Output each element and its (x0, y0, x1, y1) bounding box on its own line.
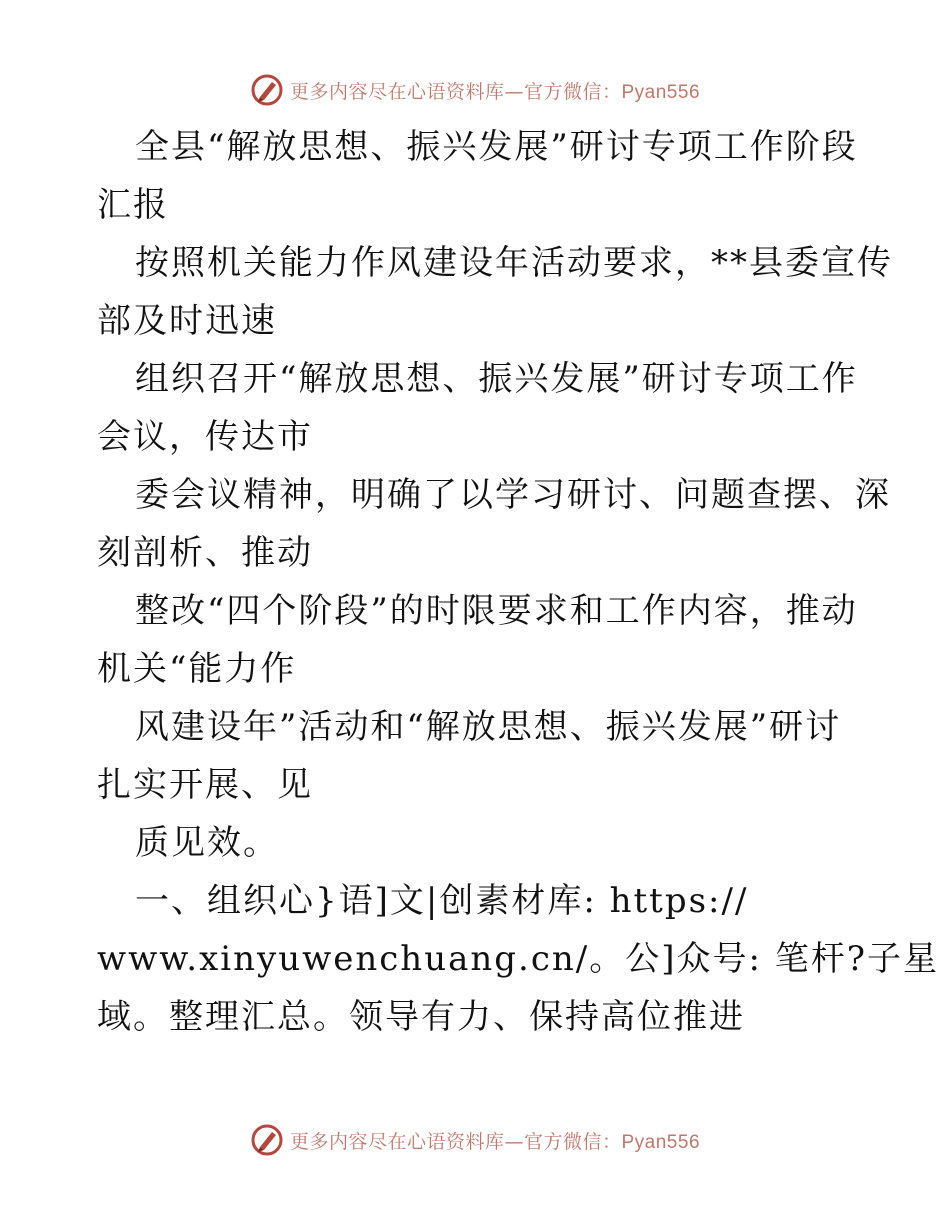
footer-banner-main: 更多内容尽在心语资料库 (289, 1130, 505, 1153)
body-line: 会议，传达市 (97, 417, 313, 457)
body-line: 机关“能力作 (97, 649, 297, 689)
header-banner-main: 更多内容尽在心语资料库 (289, 80, 505, 103)
header-banner-text (290, 77, 700, 104)
pen-logo-icon (250, 1123, 284, 1157)
body-line: 组织召开“解放思想、振兴发展”研讨专项工作 (135, 359, 858, 399)
body-line: 域。整理汇总。领导有力、保持高位推进 (97, 997, 745, 1037)
body-line: 整改“四个阶段”的时限要求和工作内容，推动 (135, 591, 858, 631)
body-line: 按照机关能力作风建设年活动要求，**县委宣传 (135, 243, 893, 283)
body-line: 汇报 (97, 185, 169, 225)
body-line: 委会议精神，明确了以学习研讨、问题查摆、深 (135, 475, 891, 515)
body-line: 一、组织心}语]文|创素材库: https:// (135, 881, 749, 921)
body-line: 刻剖析、推动 (97, 533, 313, 573)
body-line: 全县“解放思想、振兴发展”研讨专项工作阶段 (135, 127, 858, 167)
footer-banner-handle: Pyan556 (621, 1131, 701, 1153)
footer-banner (0, 1120, 950, 1160)
body-line: 风建设年”活动和“解放思想、振兴发展”研讨 (135, 707, 842, 747)
header-banner-handle: Pyan556 (621, 81, 701, 103)
document-body (97, 118, 939, 1046)
footer-banner-text (290, 1127, 700, 1154)
footer-banner-separator: — (504, 1130, 524, 1153)
body-line: www.xinyuwenchuang.cn/。公]众号: 笔杆?子星 (97, 939, 939, 979)
body-line: 扎实开展、见 (97, 765, 313, 805)
header-banner-official: 官方微信： (523, 80, 622, 103)
header-banner-separator: — (504, 80, 524, 103)
body-line: 质见效。 (135, 823, 279, 863)
body-line: 部及时迅速 (97, 301, 277, 341)
pen-logo-icon (250, 73, 284, 107)
footer-banner-official: 官方微信： (523, 1130, 622, 1153)
header-banner (0, 70, 950, 110)
